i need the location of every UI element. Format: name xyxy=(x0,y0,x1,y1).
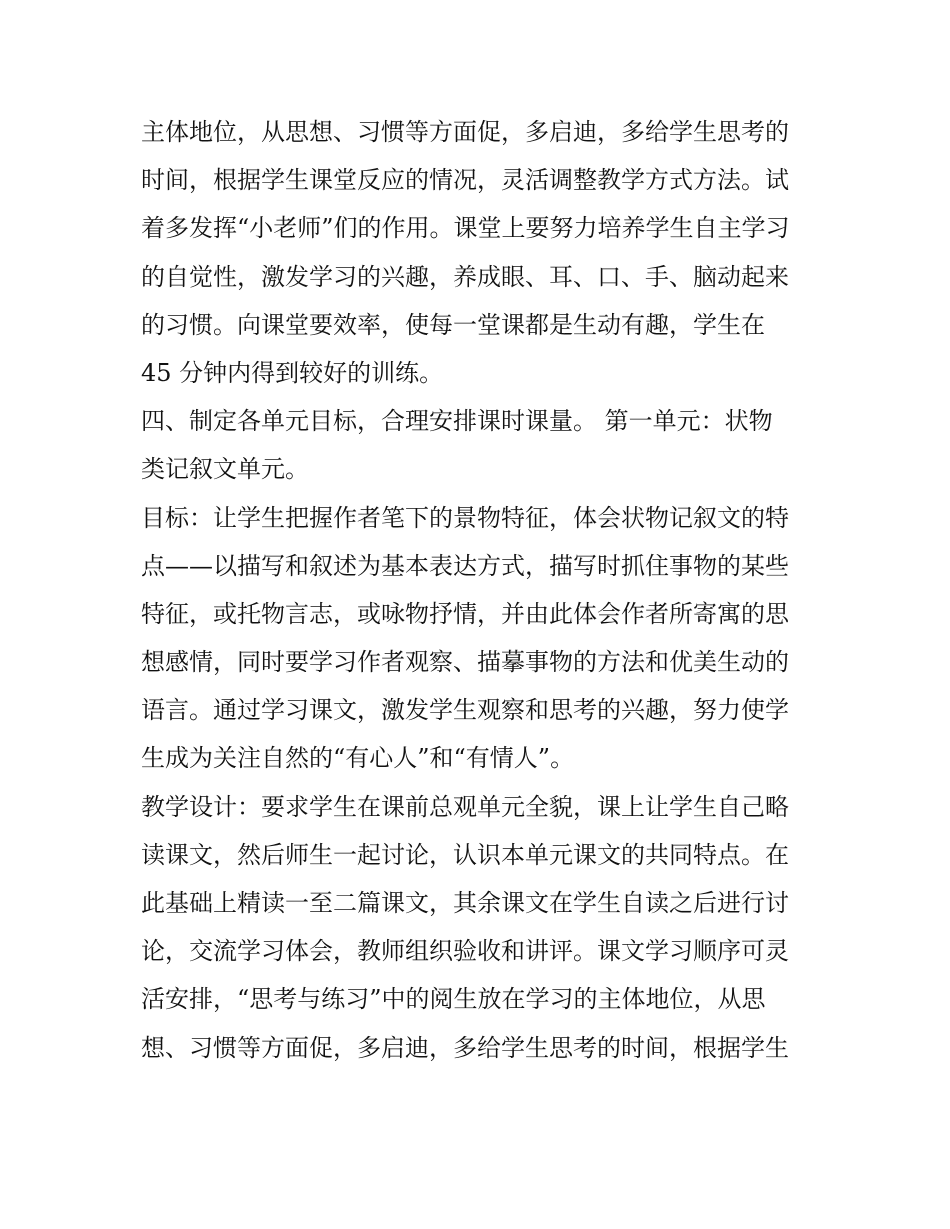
text-line: 想、习惯等方面促，多启迪，多给学生思考的时间，根据学生 xyxy=(141,1033,789,1062)
text-line: 想感情，同时要学习作者观察、描摹事物的方法和优美生动的 xyxy=(141,648,789,677)
section-heading-line: 类记叙文单元。 xyxy=(141,455,309,484)
text-line: 论，交流学习体会，教师组织验收和讲评。课文学习顺序可灵 xyxy=(141,937,789,966)
text-line: 此基础上精读一至二篇课文，其余课文在学生自读之后进行讨 xyxy=(141,889,789,917)
text-line: 着多发挥“小老师”们的作用。课堂上要努力培养学生自主学习 xyxy=(141,214,790,243)
text-line: 45 分钟内得到较好的训练。 xyxy=(141,358,444,387)
text-line: 点——以描写和叙述为基本表达方式，描写时抓住事物的某些 xyxy=(141,551,789,580)
text-line: 的自觉性，激发学习的兴趣，养成眼、耳、口、手、脑动起来 xyxy=(141,262,789,291)
text-line: 语言。通过学习课文，激发学生观察和思考的兴趣，努力使学 xyxy=(141,696,789,725)
text-line: 活安排，“思考与练习”中的阅生放在学习的主体地位，从思 xyxy=(141,985,766,1014)
text-line: 主体地位，从思想、习惯等方面促，多启迪，多给学生思考的 xyxy=(141,118,789,146)
section-heading-line: 四、制定各单元目标，合理安排课时课量。 第一单元：状物 xyxy=(141,407,773,436)
text-line: 读课文，然后师生一起讨论，认识本单元课文的共同特点。在 xyxy=(141,840,789,869)
text-line: 时间，根据学生课堂反应的情况，灵活调整教学方式方法。试 xyxy=(141,166,789,195)
body-text xyxy=(141,108,821,1072)
text-line: 教学设计：要求学生在课前总观单元全貌，课上让学生自己略 xyxy=(141,792,789,821)
text-line: 特征，或托物言志，或咏物抒情，并由此体会作者所寄寓的思 xyxy=(141,599,789,628)
text-line: 生成为关注自然的“有心人”和“有情人”。 xyxy=(141,744,575,773)
text-line: 目标：让学生把握作者笔下的景物特征，体会状物记叙文的特 xyxy=(141,503,789,532)
text-line: 的习惯。向课堂要效率，使每一堂课都是生动有趣，学生在 xyxy=(141,310,765,339)
